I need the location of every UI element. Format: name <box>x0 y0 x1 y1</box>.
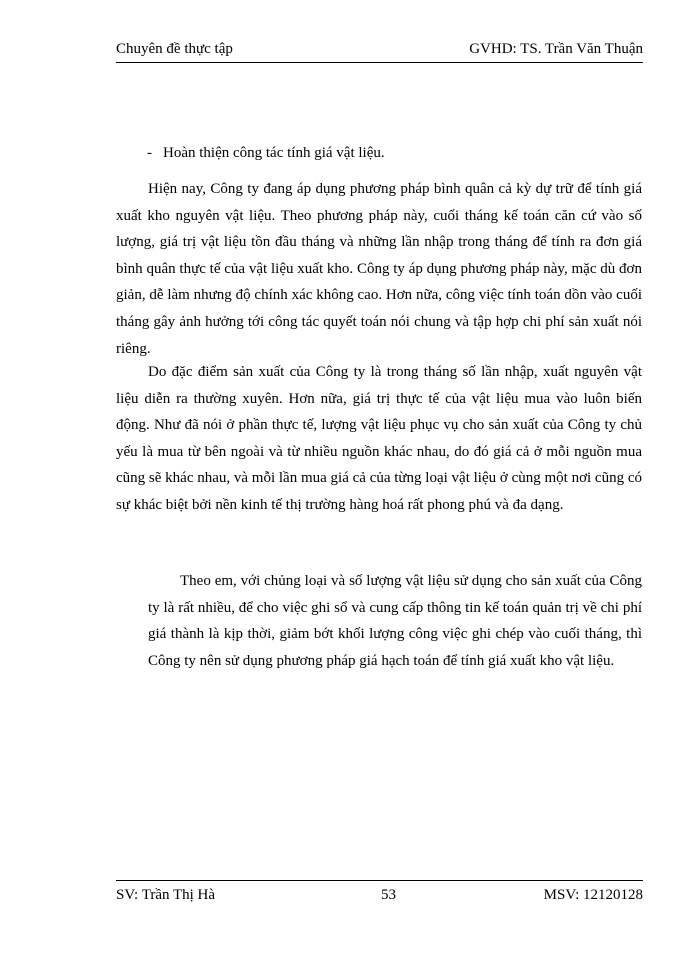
header-title: Chuyên đề thực tập <box>116 41 233 57</box>
page-footer <box>116 880 643 911</box>
bullet-marker: - <box>147 145 152 161</box>
bullet-heading: Hoàn thiện công tác tính giá vật liệu. <box>163 145 385 161</box>
paragraph-3: Theo em, với chủng loại và số lượng vật liệu sử dụng cho sản xuất của Công ty là rất nhiều, để cho việc ghi sổ và cung cấp thông tin kế toán quản trị về chi phí giá thành là kịp thời, giảm bớt khối lượng công việc ghi chép vào cuối tháng, thì Công ty nên sử dụng phương pháp giá hạch toán để tính giá xuất kho vật liệu. <box>148 573 642 669</box>
paragraph-2: Do đặc điểm sản xuất của Công ty là trong tháng số lần nhập, xuất nguyên vật liệu diễn ra thường xuyên. Hơn nữa, giá trị thực tế của vật liệu mua vào luôn biến động. Như đã nói ở phần thực tế, lượng vật liệu phục vụ cho sản xuất của Công ty chủ yếu là mua từ bên ngoài và từ nhiều nguồn khác nhau, do đó giá cả ở mỗi nguồn mua cũng sẽ khác nhau, và mỗi lần mua giá cả của từng loại vật liệu ở cùng một nơi cũng có sự khác biệt bởi nền kinh tế thị trường hàng hoá rất phong phú và đa dạng. <box>116 364 642 513</box>
footer-student-id: MSV: 12120128 <box>543 887 643 903</box>
page-header <box>116 38 643 63</box>
footer-student: SV: Trần Thị Hà <box>116 887 216 903</box>
paragraph-1: Hiện nay, Công ty đang áp dụng phương pháp bình quân cả kỳ dự trữ để tính giá xuất kho nguyên vật liệu. Theo phương pháp này, cuối tháng kế toán căn cứ vào số lượng, giá trị vật liệu tồn đầu tháng và những lần nhập trong tháng để tính ra đơn giá bình quân thực tế của vật liệu xuất kho. Công ty áp dụng phương pháp này, mặc dù đơn giản, dễ làm nhưng độ chính xác không cao. Hơn nữa, công việc tính toán dồn vào cuối tháng gây ảnh hưởng tới công tác quyết toán nói chung và tập hợp chi phí sản xuất nói riêng. <box>116 181 642 357</box>
section-bullet <box>147 145 385 162</box>
header-advisor: GVHD: TS. Trần Văn Thuận <box>469 41 643 57</box>
page-number: 53 <box>381 887 396 903</box>
